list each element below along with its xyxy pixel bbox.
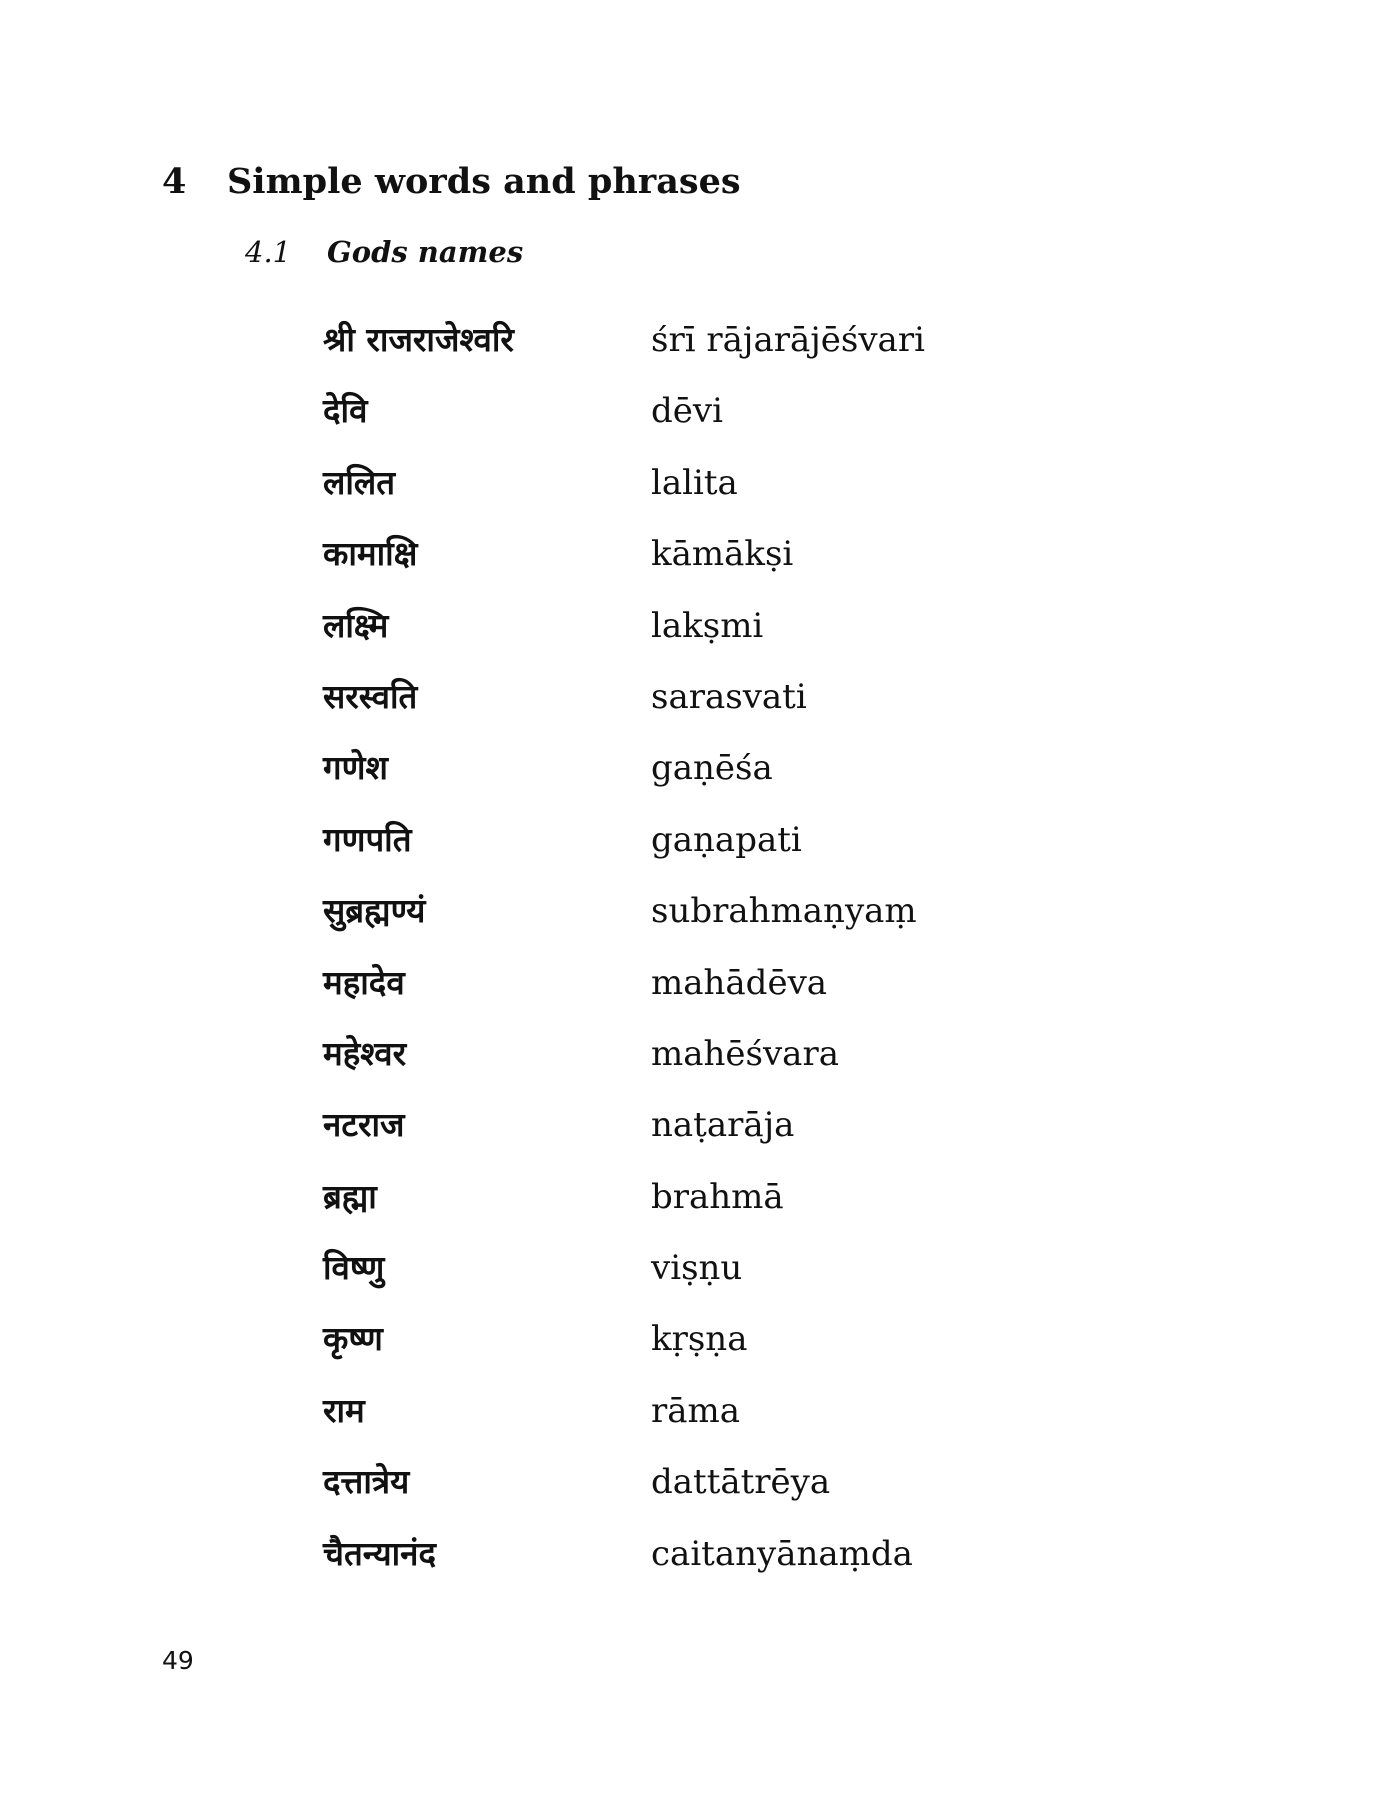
devanagari-name: विष्णु [323,1248,385,1288]
list-item [323,1460,925,1531]
section-heading [245,232,523,272]
section-number: 4.1 [245,235,292,269]
transliteration: subrahmaṇyaṃ [651,891,917,932]
devanagari-name: गणपति [323,819,412,859]
transliteration: mahādēva [651,962,828,1003]
devanagari-name: राम [323,1390,365,1430]
devanagari-name: सुब्रह्मण्यं [323,891,426,931]
devanagari-name: श्री राजराजेश्वरि [323,320,514,359]
devanagari-name: चैतन्यानंद [323,1533,437,1573]
devanagari-name: कृष्ण [323,1319,383,1359]
devanagari-name: महादेव [323,962,405,1002]
transliteration: sarasvati [651,676,807,717]
chapter-heading [162,160,741,204]
chapter-number: 4 [162,161,187,202]
transliteration: dattātrēya [651,1462,831,1503]
transliteration: śrī rājarājēśvari [651,320,925,360]
transliteration: kāmākṣi [651,534,794,575]
devanagari-name: महेश्वर [323,1033,407,1073]
list-item [323,604,925,675]
list-item [323,1103,925,1174]
devanagari-name: दत्तात्रेय [323,1462,410,1502]
transliteration: viṣṇu [651,1248,743,1289]
list-item [323,889,925,960]
chapter-title: Simple words and phrases [227,161,741,202]
transliteration: gaṇapati [651,819,802,860]
list-item [323,1032,925,1103]
list-item [323,1532,925,1603]
list-item [323,746,925,817]
list-item [323,318,925,389]
devanagari-name: ब्रह्मा [323,1176,377,1216]
transliteration: dēvi [651,391,723,432]
devanagari-name: लक्ष्मि [323,605,389,645]
list-item [323,675,925,746]
transliteration: rāma [651,1390,741,1431]
list-item [323,818,925,889]
transliteration: gaṇēśa [651,748,773,789]
list-item [323,1317,925,1388]
transliteration: naṭarāja [651,1105,795,1146]
devanagari-name: गणेश [323,748,388,788]
transliteration: lakṣmi [651,605,764,646]
list-item [323,1175,925,1246]
list-item [323,389,925,460]
transliteration: lalita [651,462,738,503]
gods-names-list [323,318,925,1603]
list-item [323,1246,925,1317]
list-item [323,1389,925,1460]
list-item [323,961,925,1032]
transliteration: caitanyānaṃda [651,1533,913,1574]
devanagari-name: सरस्वति [323,676,418,716]
section-title: Gods names [327,235,524,269]
transliteration: kṛṣṇa [651,1319,748,1360]
list-item [323,532,925,603]
transliteration: brahmā [651,1176,784,1217]
devanagari-name: ललित [323,462,396,502]
devanagari-name: कामाक्षि [323,534,418,574]
list-item [323,461,925,532]
transliteration: mahēśvara [651,1033,839,1074]
devanagari-name: नटराज [323,1105,405,1145]
page-number: 49 [162,1646,194,1675]
devanagari-name: देवि [323,391,368,431]
